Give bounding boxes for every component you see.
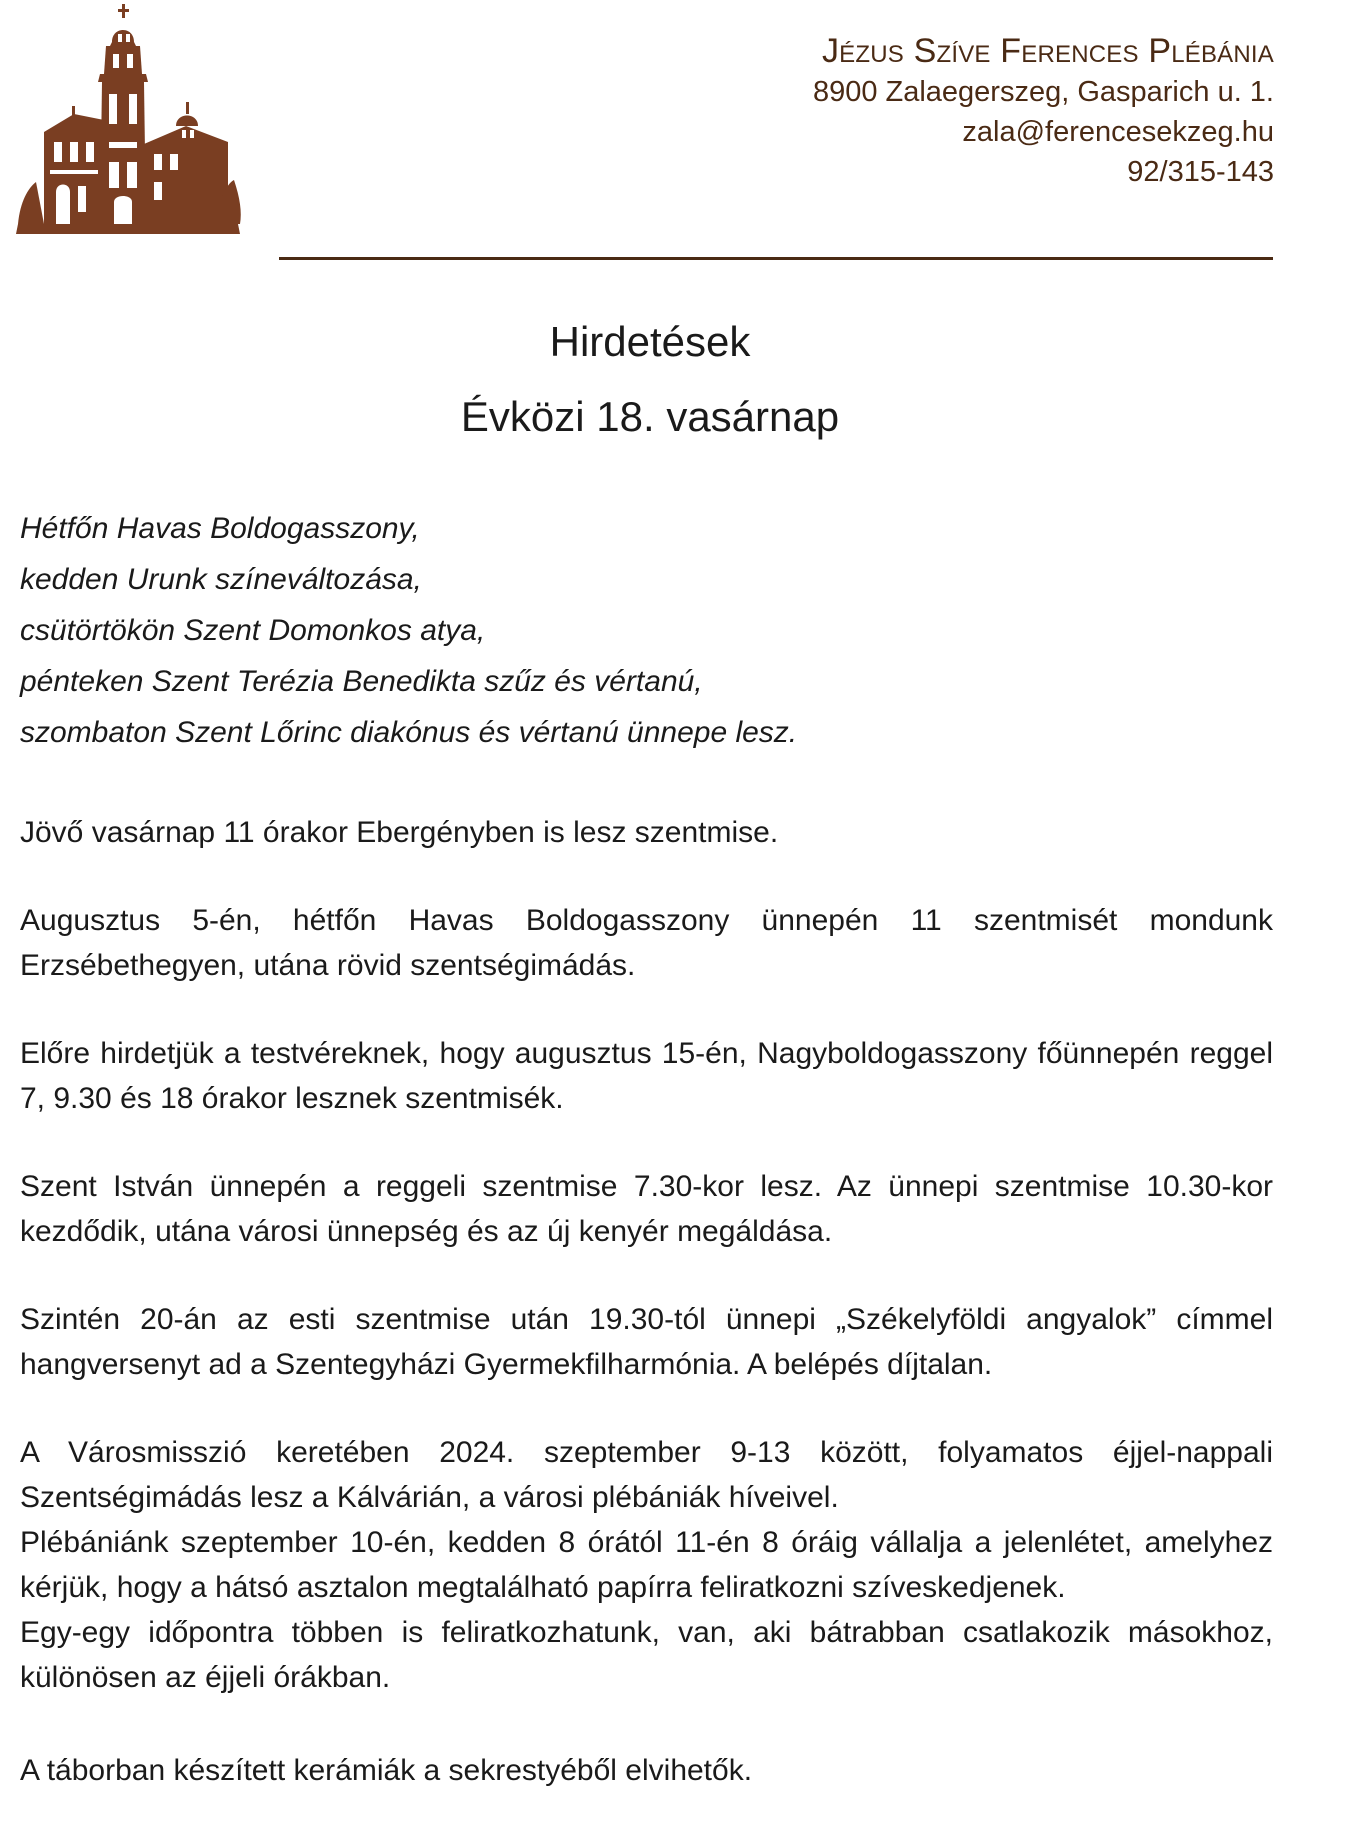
parish-name: Jézus Szíve Ferences Plébánia — [821, 32, 1274, 70]
page-title: Hirdetések — [549, 318, 751, 365]
parish-address: 8900 Zalaegerszeg, Gasparich u. 1. — [812, 76, 1274, 108]
adoration-text-line: A Városmisszió keretében 2024. szeptember 9-13 között, folyamatos éjjel-nappali Szentségimádás lesz a Kálvárián, a városi plébániák híveivel. — [20, 1436, 1273, 1514]
header-divider — [279, 257, 1273, 260]
announcement-paragraph-adoration — [20, 1430, 1273, 1700]
announcement-paragraph: Augusztus 5-én, hétfőn Havas Boldogasszony ünnepén 11 szentmisét mondunk Erzsébethegyen, utána rövid szentségimádás. — [20, 904, 1273, 982]
announcement-paragraph: Jövő vasárnap 11 órakor Ebergényben is lesz szentmise. — [20, 816, 779, 849]
adoration-text-line: Plébániánk szeptember 10-én, kedden 8 órától 11-én 8 óráig vállalja a jelenlétet, amelyhez kérjük, hogy a hátsó asztalon megtalálható papírra feliratkozni szíveskedjenek. — [20, 1526, 1273, 1604]
feast-day-item: szombaton Szent Lőrinc diakónus és vértanú ünnepe lesz. — [20, 716, 798, 749]
feast-days-list — [20, 503, 797, 758]
page-subtitle: Évközi 18. vasárnap — [460, 393, 840, 440]
parish-phone: 92/315-143 — [1127, 156, 1274, 188]
feast-day-item: Hétfőn Havas Boldogasszony, — [20, 512, 420, 545]
feast-day-item: csütörtökön Szent Domonkos atya, — [20, 614, 486, 647]
adoration-text-line: Egy-egy időpontra többen is feliratkozhatunk, van, aki bátrabban csatlakozik másokhoz, különösen az éjjeli órákban. — [20, 1616, 1273, 1694]
announcement-paragraph: Előre hirdetjük a testvéreknek, hogy augusztus 15-én, Nagyboldogasszony főünnepén reggel 7, 9.30 és 18 órakor lesznek szentmisék. — [20, 1037, 1273, 1115]
feast-day-item: pénteken Szent Terézia Benedikta szűz és vértanú, — [20, 665, 703, 698]
church-building-icon — [14, 2, 242, 238]
announcement-paragraph: Szent István ünnepén a reggeli szentmise 7.30-kor lesz. Az ünnepi szentmise 10.30-kor kezdődik, utána városi ünnepség és az új kenyér megáldása. — [20, 1170, 1273, 1248]
church-logo — [14, 2, 242, 238]
announcement-paragraph: A táborban készített kerámiák a sekrestyéből elvihetők. — [20, 1754, 753, 1787]
feast-day-item: kedden Urunk színeváltozása, — [20, 563, 422, 596]
announcement-paragraph: Szintén 20-án az esti szentmise után 19.30-tól ünnepi „Székelyföldi angyalok” címmel hangversenyt ad a Szentegyházi Gyermekfilharmónia. A belépés díjtalan. — [20, 1303, 1273, 1381]
parish-email[interactable]: zala@ferencesekzeg.hu — [962, 116, 1274, 148]
parish-contact-block — [813, 30, 1274, 192]
